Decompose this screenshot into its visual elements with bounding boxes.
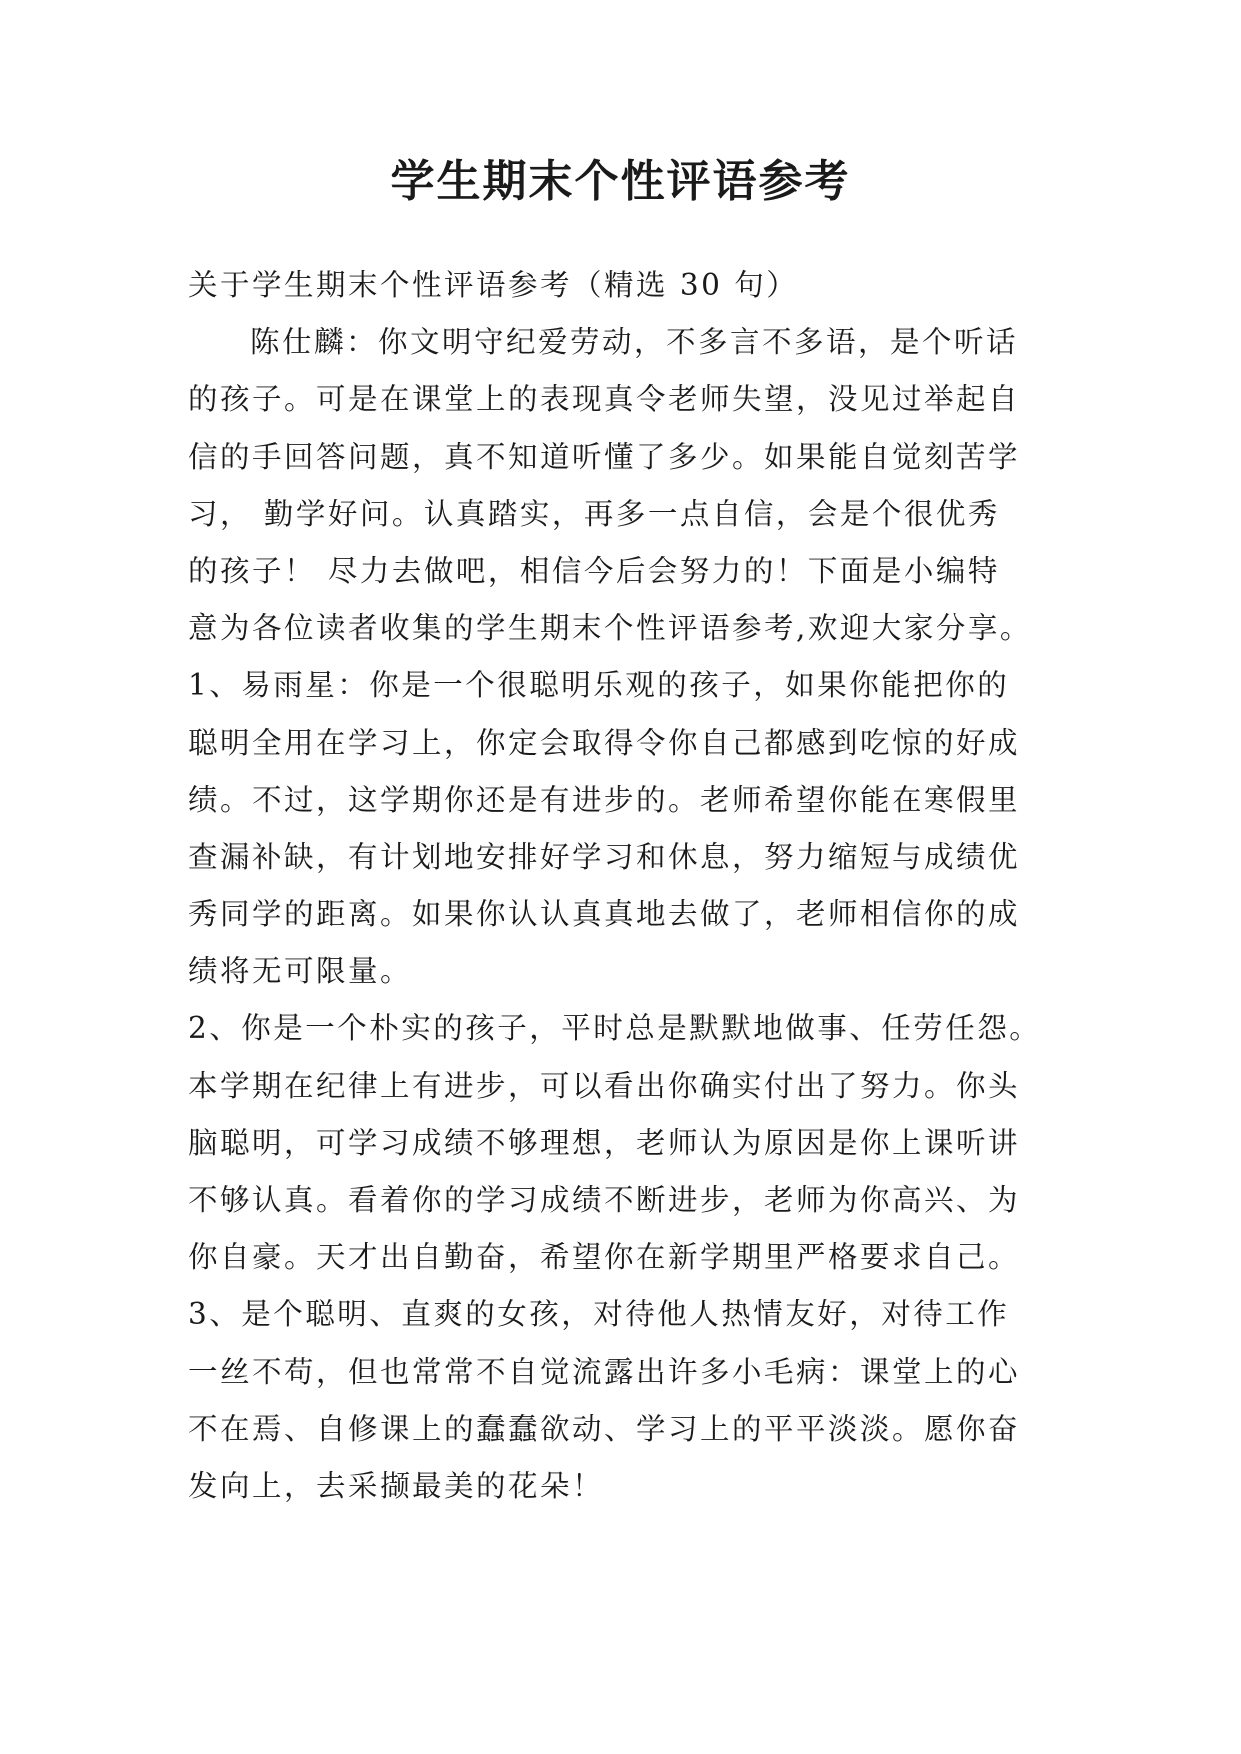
- comment-1-line: 绩将无可限量。: [188, 954, 413, 989]
- comment-3-line: 3、是个聪明、直爽的女孩，对待他人热情友好，对待工作: [188, 1297, 1010, 1332]
- comment-3-line: 不在焉、自修课上的蠢蠢欲动、学习上的平平淡淡。愿你奋: [188, 1411, 1021, 1446]
- document-body: [188, 257, 1068, 1515]
- comment-1-line: 聪明全用在学习上，你定会取得令你自己都感到吃惊的好成: [188, 725, 1021, 760]
- paragraph-line: 信的手回答问题，真不知道听懂了多少。如果能自觉刻苦学: [188, 439, 1021, 474]
- comment-2-line: 2、你是一个朴实的孩子，平时总是默默地做事、任劳任怨。: [188, 1011, 1042, 1046]
- comment-2-line: 本学期在纪律上有进步，可以看出你确实付出了努力。你头: [188, 1068, 1021, 1103]
- paragraph-line: 陈仕麟：你文明守纪爱劳动，不多言不多语，是个听话: [250, 325, 1019, 360]
- intro-line: 关于学生期末个性评语参考（精选 30 句）: [188, 268, 799, 302]
- comment-2-line: 不够认真。看着你的学习成绩不断进步，老师为你高兴、为: [188, 1183, 1021, 1217]
- paragraph-line: 的孩子！ 尽力去做吧，相信今后会努力的！下面是小编特: [188, 553, 1000, 588]
- paragraph-line: 习， 勤学好问。认真踏实，再多一点自信，会是个很优秀: [188, 496, 1000, 531]
- comment-1-line: 查漏补缺，有计划地安排好学习和休息，努力缩短与成绩优: [188, 839, 1021, 874]
- comment-3-line: 发向上，去采撷最美的花朵！: [188, 1468, 605, 1503]
- comment-1-line: 绩。不过，这学期你还是有进步的。老师希望你能在寒假里: [188, 782, 1021, 817]
- comment-3-line: 一丝不苟，但也常常不自觉流露出许多小毛病：课堂上的心: [188, 1354, 1021, 1389]
- comment-1-line: 1、易雨星：你是一个很聪明乐观的孩子，如果你能把你的: [188, 668, 1010, 703]
- paragraph-line: 的孩子。可是在课堂上的表现真令老师失望，没见过举起自: [188, 382, 1021, 417]
- paragraph-line: 意为各位读者收集的学生期末个性评语参考,欢迎大家分享。: [188, 611, 1032, 646]
- page-title: 学生期末个性评语参考: [390, 156, 851, 207]
- comment-1-line: 秀同学的距离。如果你认认真真地去做了，老师相信你的成: [188, 897, 1021, 932]
- comment-2-line: 脑聪明，可学习成绩不够理想，老师认为原因是你上课听讲: [188, 1125, 1021, 1160]
- comment-2-line: 你自豪。天才出自勤奋，希望你在新学期里严格要求自己。: [188, 1240, 1021, 1275]
